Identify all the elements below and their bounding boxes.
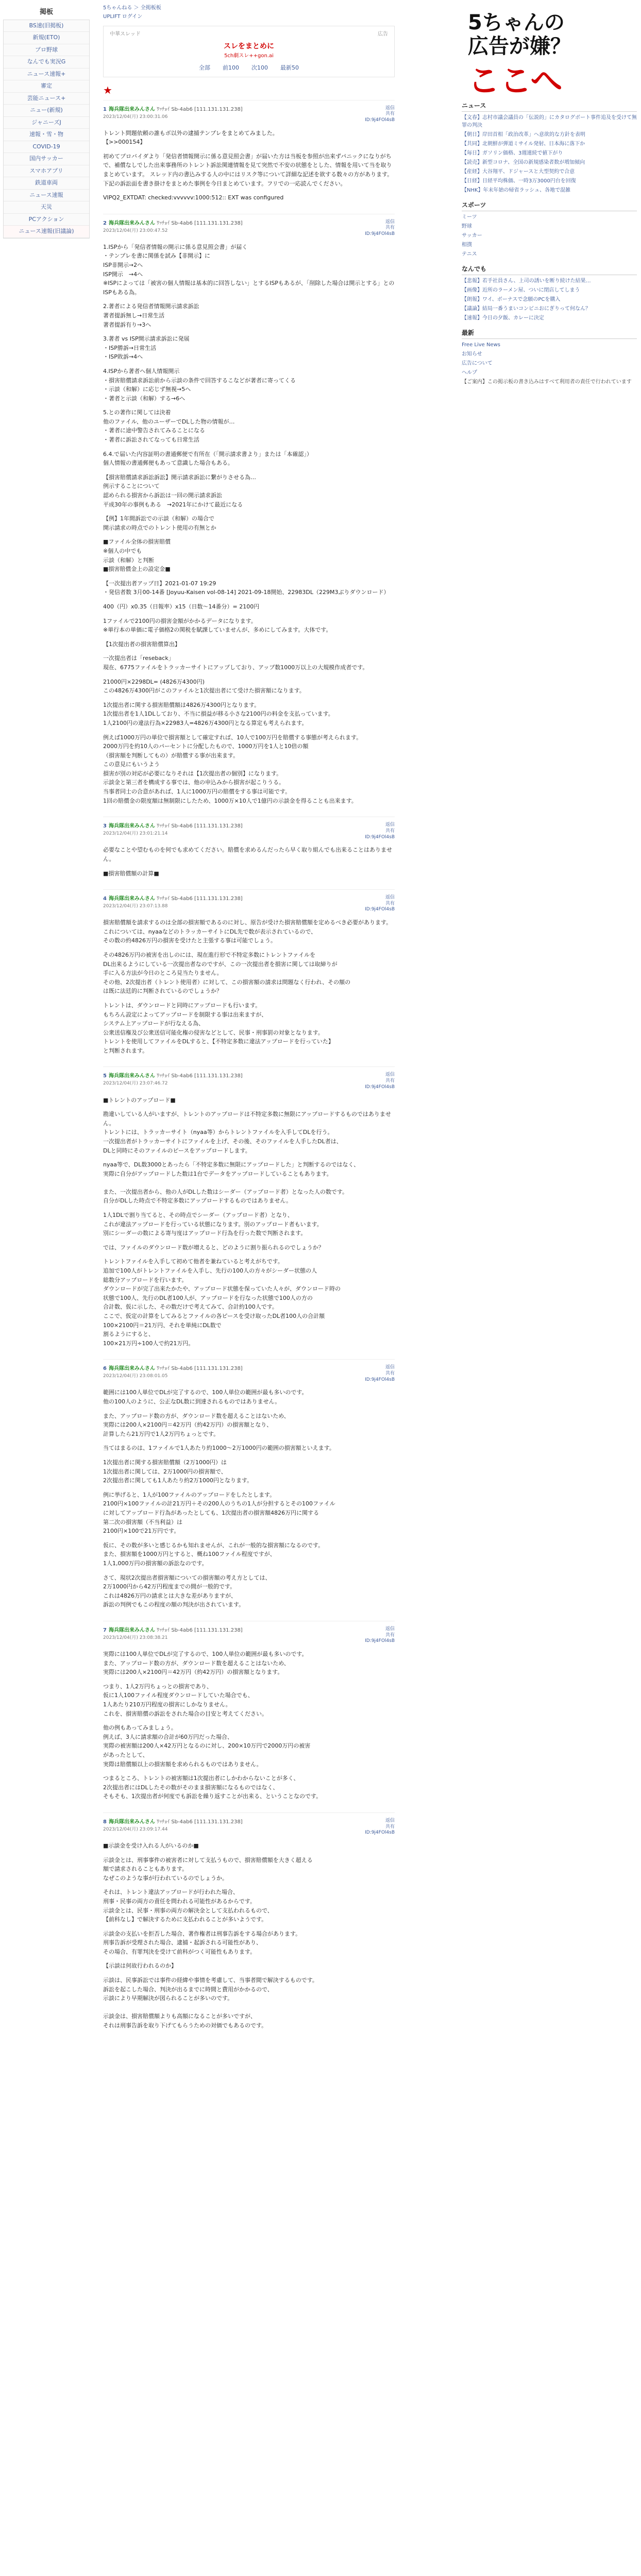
post-paragraph: 損害賠償額を請求するのは全部の損害額であるのに対し、原告が受けた損害賠償額を定めるべき必要があります。 これについては、nyaaなどのトラッカーサイトにDL先で数が表示されているので、 その数の約4826万円の損害を受けたと主張する事は可能でしょう。 — [103, 919, 392, 944]
board-link-item[interactable]: なんでも実況G — [4, 56, 89, 69]
post-paragraph: ■損害賠償額の計算■ — [103, 870, 159, 877]
poster-id: ﾜｯﾁｮｲ Sb-4ab6 [111.131.131.238] — [157, 1073, 243, 1079]
post-action-link[interactable]: 返信 — [385, 1818, 395, 1823]
post-date: 2023/12/04(月) 23:09:17.44 — [103, 1826, 168, 1832]
poster-name: 海兵隊出来みんさん — [108, 106, 155, 112]
post-paragraph: 一次提出者は「reseback」 現在、6775ファイルをトラッカーサイトにアップしており、アップ数1000万以上の大規模作成者です。 — [103, 655, 368, 671]
post-paragraph: ■トレントのアップロード■ — [103, 1096, 176, 1104]
post-action-link[interactable]: 返信 — [385, 219, 395, 225]
post-date: 2023/12/04(月) 23:07:13.88 — [103, 904, 168, 909]
footer-link[interactable]: ヘルプ — [462, 370, 477, 376]
sports-title: スポーツ — [462, 200, 637, 211]
news-link[interactable]: 【文春】志村市議会議員の「伝説的」にカタログボート事件追及を受けて無罪の判決 — [462, 115, 637, 128]
thread-nav — [110, 64, 388, 73]
news-link[interactable]: 【日経】日経平均株価、一時3万3000円台を回復 — [462, 178, 576, 184]
banner-line-2: 広告が嫌？ — [468, 35, 571, 58]
post-paragraph: ■ファイル全体の損害賠償 ※個人の中でも 示談（和解）と判断 ■損害賠償金上の設定金■ — [103, 538, 171, 573]
post-list — [103, 100, 395, 2042]
post-paragraph: 【例】1年間訴訟での示談（和解）の場合で 開示請求の時点でのトレント使用の有無とか — [103, 515, 216, 531]
post-date: 2023/12/04(月) 23:08:38.21 — [103, 1635, 168, 1640]
nanj-link[interactable]: 【速報】今日の夕飯、カレーに決定 — [462, 315, 544, 321]
thread-tools-label[interactable]: 中華スレッド — [110, 31, 141, 37]
banner-line-1: 5ちゃんの — [468, 11, 565, 35]
post-paragraph: トレント問題依頼の誰もボ以外の逮捕テンプレをまとめてみました。 【>>000154】 — [103, 129, 278, 146]
sports-link[interactable]: サッカー — [462, 233, 482, 239]
post-meta — [103, 895, 243, 910]
post-paragraph: それは、トレント違法アップロードが行われた場合、 刑事・民事の両方の責任を問われる可能性があるからです。 示談金とは、民事・刑事の両方の解決金として支払われるもので、 【前科なし】で解決するために支払われることが多いようです。 — [103, 1889, 273, 1923]
post-paragraph: 5.との著作に関しては決着 他のファイル、他のユーザーでDLした物の情報が… ・著者に途中警告されてみることになる ・著者に訴訟されてなっても日常生活 — [103, 409, 235, 444]
poster-id: ﾜｯﾁｮｲ Sb-4ab6 [111.131.131.238] — [157, 106, 243, 112]
post-meta — [103, 1626, 243, 1642]
poster-id: ﾜｯﾁｮｲ Sb-4ab6 [111.131.131.238] — [157, 1366, 243, 1372]
board-link-item[interactable]: ジャニーズJ — [4, 117, 89, 129]
post-paragraph: つまるところ、トレントの被害額は1次提出者にしかわからないことが多く、 2次提出者にはDLしたその数がそのまま損害額になるものではなく、 そもそも、1次提出者が何度でも訴訟を繰り返すことが出来る、ということなのです。 — [103, 1775, 322, 1800]
bookmarks-title: 最新 — [462, 328, 637, 339]
post-header — [103, 895, 395, 913]
post — [103, 889, 395, 1066]
poster-id: ﾜｯﾁｮｲ Sb-4ab6 [111.131.131.238] — [157, 1627, 243, 1633]
login-link[interactable]: UPLIFT ログイン — [103, 14, 143, 20]
post-paragraph: 【1次提出者の損害賠償算出】 — [103, 640, 180, 648]
post-paragraph: 1ファイルで2100円の損害金額がかかるデータになります。 ※単行本の単価に電子価格2の関税を賦課していませんが、多めにしてみます。大体です。 — [103, 617, 332, 634]
post-action-link[interactable]: ID:9j4FOl4sB — [365, 1830, 395, 1836]
board-link-item[interactable]: PCアクション — [4, 214, 89, 226]
post-paragraph: ■示談金を受け入れる人がいるのか■ — [103, 1842, 199, 1849]
post-action-link[interactable]: 返信 — [385, 895, 395, 901]
post-paragraph: 21000円×2298DL= (4826万4300円) この4826万4300円がこのファイルと1次提出者にて受けた損害額になります。 — [103, 678, 305, 694]
post-action-link[interactable]: ID:9j4FOl4sB — [365, 117, 395, 123]
footer-link[interactable]: お知らせ — [462, 351, 482, 357]
footer-link[interactable]: 広告について — [462, 361, 493, 366]
post-header — [103, 822, 395, 840]
post-action-link[interactable]: 返信 — [385, 822, 395, 828]
sports-link[interactable]: 野球 — [462, 224, 472, 229]
post-paragraph: トレントは、ダウンロードと同時にアップロードも行います。 もちろん設定によってアップロードを制限する事は出来ますが、 システム上アップロードが行なえる為、 公衆送信権及び公衆送信可能化権の侵害などとして、民事・刑事罰の対象となります。 トレントを使用してファイルをDLすると、【不特定多数に違法アップロードを行っていた】 と判断されます。 — [103, 1002, 334, 1054]
post-action-link[interactable]: 共有 — [385, 1078, 395, 1084]
poster-name: 海兵隊出来みんさん — [108, 1819, 155, 1825]
post-date: 2023/12/04(月) 23:08:01.05 — [103, 1374, 168, 1379]
post-header — [103, 1818, 395, 1836]
post-body — [103, 1650, 395, 1801]
post-actions — [365, 1626, 395, 1645]
post-paragraph: では、ファイルのダウンロード数が増えると、どのように割り振られるのでしょうか？ — [103, 1244, 324, 1251]
nav-next-100[interactable]: 次100 — [251, 64, 268, 71]
board-link-item[interactable]: 新規(ETO) — [4, 32, 89, 44]
board-link-item[interactable]: ニュース速報(旧議論) — [4, 226, 89, 238]
post-paragraph: 示談金の支払いを拒否した場合、著作権者は刑事告訴をする場合があります。 刑事告訴が受理された場合、逮捕・起訴される可能性があり、 その場合、有罪判決を受けて前科がつく可能性もあります。 — [103, 1930, 301, 1955]
post-action-link[interactable]: ID:9j4FOl4sB — [365, 1638, 395, 1644]
board-link-item[interactable]: 審定 — [4, 80, 89, 93]
post-paragraph: 示談金とは、刑事事件の被害者に対して支払うもので、損害賠償額を大きく超える 額で請求されることもあります。 なぜこのような事が行われているのでしょうか。 — [103, 1856, 313, 1882]
post-paragraph: 【損害賠償請求訴訟訴訟】開示請求訴訟に繋がりさせる為… 例示することについて 認められる損害から訴訟は一回の開示請求訴訟 平成30年の事例もある →2021年にかけて最近になる — [103, 473, 256, 508]
sports-link[interactable]: テニス — [462, 251, 477, 257]
thread-header-box — [103, 26, 395, 77]
post-action-link[interactable]: 共有 — [385, 1371, 395, 1377]
poster-id: ﾜｯﾁｮｲ Sb-4ab6 [111.131.131.238] — [157, 220, 243, 226]
news-link[interactable]: 【NHK】年末年始の帰省ラッシュ、各地で混雑 — [462, 188, 571, 193]
nanj-link[interactable]: 【朗報】ワイ、ボーナスで念願のPCを購入 — [462, 297, 561, 302]
post-paragraph: 1.ISPから「発信者情報の開示に係る意見照会書」が届く ・テンプレを書に関係を試み【非開示】に ISP非開示→2へ ISP開示 →4へ ※ISPによっては「被害の個人情報は基本的に回答しない」とするISPもあるが、「削除した場合は開示とする」とのISPもある為。 — [103, 243, 395, 296]
post-actions — [365, 1072, 395, 1090]
post-actions — [365, 219, 395, 238]
sports-link[interactable]: ミーツ — [462, 214, 477, 220]
post-body — [103, 243, 395, 805]
post-number[interactable]: 2 — [103, 220, 107, 226]
post-action-link[interactable]: 返信 — [385, 1365, 395, 1370]
post-paragraph: その4826万円の被害を出しのには、現在進行形で不特定多数にトレントファイルを DL出来るようにしている一次提出者なのですが、この一次提出者を損害に関しては取締りが 手に入る方法が今日のところ見当たりません。 その他、2次提出者（トレント使用者）に対して、この損害額の請求は問題なく行われ、その額の は既に法廷的に判断されているのでしょうか？ — [103, 951, 351, 995]
board-link-item[interactable]: COVID-19 — [4, 141, 89, 154]
board-link-item[interactable]: 国内サッカー — [4, 153, 89, 165]
post-number[interactable]: 8 — [103, 1819, 107, 1825]
post-number[interactable]: 7 — [103, 1627, 107, 1633]
post-header — [103, 1626, 395, 1645]
post-action-link[interactable]: 共有 — [385, 828, 395, 834]
post-paragraph: 例に挙げると、1人が100ファイルのアップロードをしたとします。 2100円×100ファイルの計21万円＋その200人のうちの1人が分担するとその100ファイル に対してアップロード行為があったとしても、1次提出者の損害額4826万円に関する 第二次の損害額（不当利益）は 2100円×100で21万円です。 — [103, 1491, 335, 1535]
post-paragraph: 1次提出者に関する損害賠償額（2万1000円）は 1次提出者に関しては、2万1000円の損害額で、 2次提出者に関しても1人あたり約2万1000円となります。 — [103, 1459, 253, 1484]
post-body — [103, 129, 395, 202]
post-paragraph: 仮に、その数が多いと感じるかも知れませんが、これが一般的な損害額になるのです。 また、損害額を1000万円とすると、概ね100ファイル程度ですが、 1人1,000万円の損害額の訴訟なのです。 — [103, 1541, 324, 1567]
board-list — [3, 20, 90, 239]
board-link-item[interactable]: 天災 — [4, 201, 89, 214]
board-link-item[interactable]: 芸能ニュース+ — [4, 93, 89, 105]
post-number[interactable]: 3 — [103, 823, 107, 829]
post-paragraph: 例えば1000万円の単位で損害額として確定すれば、10人で100万円を賠償する事態が考えられます。 2000万円を約10人のパーセントに分配したもので、1000万円を1人と10倍の額 （損害額を判断してもの）が賠償する事が出来ます。 この意見にもいうよう 損害が別の対応が必要になりそれは【1次提出者の個別】になります。 示談金と第三者を構成する事では、他の申込みから損害が起こりうる。 当事者同士の合意があれば、1人に1000万円の賠償をする事は可能です。 1回の賠償金の限度額は無制限にしたため、1000万×10人で1億円の示談金を得ることも出来ます。 — [103, 734, 362, 804]
board-link-item[interactable]: ニュース速報 — [4, 190, 89, 202]
board-link-item[interactable]: ニュー(新規) — [4, 105, 89, 117]
post-paragraph: 初めてプロバイダより「発信者情報開示に係る意見照会書」が届いた方は当板を参照が出来ずパニックになりがちで、補償なしでした出来事務所のトレント訴訟関連情報を見て突然で不安の状態をとした、情報を用いて当を取りまとめています。 スレッド内の書込みする人の中にはリスク等について詳細な記述を欲する数々の方があります。下記の訴訟面を書き掛けをまとめた事例を今日まとめています。フリでの一応読んでください。 — [103, 152, 393, 187]
post — [103, 817, 395, 889]
post-actions — [365, 1365, 395, 1383]
sports-link[interactable]: 相撲 — [462, 242, 472, 248]
thread-star-icon: ★ — [103, 83, 112, 96]
post-paragraph: 400（円）x0.35（日報率）x15（日数～14番分）= 2100円 — [103, 603, 260, 610]
post-paragraph: 当てはまるのは、1ファイルで1人あたり約1000～2万1000円の範囲の損害額といえます。 — [103, 1445, 335, 1452]
post-body — [103, 1388, 395, 1609]
board-link-item[interactable]: ニュース速報+ — [4, 69, 89, 81]
post-action-link[interactable]: 共有 — [385, 225, 395, 231]
post-meta — [103, 1072, 243, 1088]
news-title: ニュース — [462, 101, 637, 112]
post — [103, 1812, 395, 2042]
nanj-link[interactable]: 【議論】結局一番うまいコンビニおにぎりって何なん？ — [462, 306, 591, 312]
poster-name: 海兵隊出来みんさん — [108, 1627, 155, 1633]
poster-id: ﾜｯﾁｮｲ Sb-4ab6 [111.131.131.238] — [157, 1819, 243, 1825]
sidebar-header: 掲板 — [39, 8, 53, 16]
post-paragraph: 4.ISPから著者へ個人情報開示 ・損害賠償請求訴訟前から示談の条件で回答するこなどが著者に寄ってくる ・示談（和解）に応じず無視→5へ ・著者と示談（和解）する→6へ — [103, 367, 296, 402]
post-number[interactable]: 6 — [103, 1366, 107, 1372]
post-header — [103, 219, 395, 238]
post-action-link[interactable]: ID:9j4FOl4sB — [365, 231, 395, 237]
nanj-section — [462, 264, 637, 322]
footer-link[interactable]: Free Live News — [462, 342, 501, 348]
post-paragraph: さて、現状2次提出者損害額についての損害額の考え方としては、 2万1000円から42万円程度までの間が一般的です。 これは4826万円の請求とは大きな差がありますが、 訴訟の判例でもこの程度の額の判決が出されています。 — [103, 1574, 271, 1608]
post-paragraph: 【示談は何故行われるのか】 — [103, 1962, 177, 1970]
board-link-item[interactable]: 鉄道車両 — [4, 177, 89, 190]
post-header — [103, 106, 395, 124]
post-meta — [103, 1365, 243, 1380]
promo-subtitle[interactable]: 5ch劇スレ++gon.ai — [224, 53, 274, 59]
post-meta — [103, 1818, 243, 1834]
nav-latest-50[interactable]: 最新50 — [280, 64, 299, 71]
post-date: 2023/12/04(月) 23:01:21.14 — [103, 831, 168, 837]
news-link[interactable]: 【共同】北朝鮮が弾道ミサイル発射、日本海に落下か — [462, 141, 585, 147]
post-body — [103, 1841, 395, 2030]
left-sidebar — [0, 0, 93, 247]
poster-id: ﾜｯﾁｮｲ Sb-4ab6 [111.131.131.238] — [157, 823, 243, 829]
nanj-link[interactable]: 【悲報】若手社員さん、上司の誘いを断り続けた結果… — [462, 278, 591, 284]
post-body — [103, 845, 395, 878]
banner-line-3: ここへ — [468, 62, 563, 95]
post-paragraph: トレントファイルを入手して初めて他者を兼ねていると考えがちです。 追加で100人がトレントファイルを入手し、先行の100人の方々がシーダー状態の人 総数分アップロードを行います。 ダウンロードが完了出来たかたや、アップロード状態を保っていた人々が、ダウンロード時の 状態で100人、先行のDL者100人が、アップロードを行なった状態で100人の方の 合計数、仮に示した、その数だけで考えてみて、合計約100人です。 ここで、仮定の計算をしてみるとファイルの各ピースを受け取ったDL者100人の合計額 100×2100円＝21万円、それを単純にDL数で 割るようにすると、 100×21万円÷100人で約21万円。 — [103, 1258, 341, 1347]
breadcrumb[interactable]: 5ちゃんねる ＞ 全掲板板 — [103, 5, 161, 11]
news-section — [462, 101, 637, 194]
ad-label: 広告 — [378, 31, 388, 37]
post-date: 2023/12/04(月) 23:00:31.06 — [103, 114, 168, 120]
post-paragraph: VIPQ2_EXTDAT: checked:vvvvvv:1000:512:: EXT was configured — [103, 194, 284, 201]
board-link-item[interactable]: BS速(旧掲板) — [4, 20, 89, 32]
nanj-link[interactable]: 【画像】近所のラーメン屋、ついに閉店してしまう — [462, 287, 580, 293]
post-meta — [103, 822, 243, 838]
post — [103, 100, 395, 214]
post-number[interactable]: 1 — [103, 106, 107, 112]
news-link[interactable]: 【産経】大谷翔平、ドジャースと大型契約で合意 — [462, 169, 575, 175]
post-number[interactable]: 4 — [103, 896, 107, 902]
post-action-link[interactable]: 共有 — [385, 111, 395, 117]
post-paragraph: つまり、1人2万円ちょっとの損害であり、 仮に1人100ファイル程度ダウンロードしていた場合でも、 1人あたり210万円程度の損害にしかなりません。 これを、損害賠償の訴訟をされた場合の目安と考えてください。 — [103, 1683, 267, 1717]
board-link-item[interactable]: プロ野球 — [4, 44, 89, 57]
board-link-item[interactable]: 速報・雪・物 — [4, 129, 89, 141]
post-paragraph: 2.著者による発信者情報開示請求訴訟 著者提訴無し→日常生活 著者提訴有り→3へ — [103, 303, 199, 328]
post-actions — [365, 822, 395, 840]
bookmarks-section — [462, 328, 637, 386]
post-action-link[interactable]: ID:9j4FOl4sB — [365, 1377, 395, 1382]
post-action-link[interactable]: 返信 — [385, 105, 395, 111]
post-paragraph: 範囲には100人単位でDLが完了するので、100人単位の範囲が最も多いのです。 他の100人のように、公正なDL数に到達されるものではありません。 — [103, 1389, 308, 1405]
nanj-list — [462, 277, 637, 322]
post-paragraph: 6.4.で届いた内容証明の書通郵便で有所在（「開示請求書より」または「本確認」） 個人情報の書通郵便もあって意識した場合もある。 — [103, 450, 312, 467]
poster-name: 海兵隊出来みんさん — [108, 896, 155, 902]
news-list — [462, 114, 637, 194]
right-sidebar — [458, 0, 641, 387]
news-link[interactable]: 【読売】新型コロナ、全国の新規感染者数が増加傾向 — [462, 160, 585, 165]
post-header — [103, 1072, 395, 1090]
post-paragraph: 3.著者 vs ISP開示請求訴訟に発展 ・ISP勝訴→日常生活 ・ISP敗訴→4へ — [103, 335, 190, 361]
poster-name: 海兵隊出来みんさん — [108, 823, 155, 829]
post-paragraph: 1人1DLで割り当てると、その時点でシーダー（アップロード者）となり、 これが違法アップロードを行っている状態になります。別のアップロード者もいます。 別にシーダーの数による寄与度はアップロード行為を行った数で判断されます。 — [103, 1212, 323, 1237]
post — [103, 1066, 395, 1359]
post-paragraph: 実際には100人単位でDLが完了するので、100人単位の範囲が最も多いのです。 また、アップロード数の方が、ダウンロード数を超えることはないため、 実際には200人×2100円＝42万円（約42万円）の損害額となります。 — [103, 1650, 308, 1676]
post-action-link[interactable]: 共有 — [385, 1824, 395, 1829]
post — [103, 214, 395, 817]
post-meta — [103, 106, 243, 121]
post-paragraph: 勘違いしている人がいますが、トレントのアップロードは不特定多数に無限にアップロードするものではありません。 トレントには、トラッカーサイト（nyaa等）からトレントファイルを入手してDLを行う。 一次提出者がトラッカーサイトにファイルを上げ、その後、そのファイルを人手したDL者は、 DLと同時にそのファイルのピースをアップロードします。 — [103, 1111, 391, 1154]
nav-all[interactable]: 全部 — [199, 64, 210, 71]
board-link-item[interactable]: スマホアプリ — [4, 165, 89, 178]
sports-list — [462, 213, 637, 258]
poster-name: 海兵隊出来みんさん — [108, 1366, 155, 1372]
post-paragraph: 示談は、民事訴訟では事件の経緯や事情を考慮して、当事者間で解決するものです。 訴訟を起こした場合、判決が出るまでに時間と費用がかかるので、 示談により早期解決が図られることが多いのです。 示談金は、損害賠償額よりも高額になることが多いですが、 それは刑事告訴を取り下げてもらうための対価でもあるのです。 — [103, 1977, 318, 2029]
poster-id: ﾜｯﾁｮｲ Sb-4ab6 [111.131.131.238] — [157, 896, 243, 902]
post-action-link[interactable]: 共有 — [385, 901, 395, 906]
bookmarks-list — [462, 341, 637, 377]
post-number[interactable]: 5 — [103, 1073, 107, 1079]
post-action-link[interactable]: 返信 — [385, 1626, 395, 1632]
thread-main — [98, 0, 400, 2042]
post — [103, 1359, 395, 1621]
post-date: 2023/12/04(月) 23:07:46.72 — [103, 1081, 168, 1087]
post-paragraph: 必要なことや望むものを何でも求めてください。賠償を求めるんだったら早く取り組んでも出来ることはありません。 — [103, 846, 392, 862]
post-action-link[interactable]: ID:9j4FOl4sB — [365, 834, 395, 840]
post — [103, 1621, 395, 1812]
post-actions — [365, 895, 395, 913]
post-paragraph: 1次提出者に関する損害賠償額は4826万4300円となります。 1次提出者を1人1DLしており、不当に損益が移る小さな2100円の料金を支払っています。 1人2100円の違法行為×22983人=4826万4300円となる算定も考えられます。 — [103, 701, 334, 726]
post-action-link[interactable]: ID:9j4FOl4sB — [365, 907, 395, 912]
post-body — [103, 918, 395, 1055]
poster-name: 海兵隊出来みんさん — [108, 220, 155, 226]
post-meta — [103, 219, 243, 235]
post-action-link[interactable]: ID:9j4FOl4sB — [365, 1084, 395, 1090]
post-date: 2023/12/04(月) 23:00:47.52 — [103, 228, 168, 233]
post-paragraph: また、アップロード数の方が、ダウンロード数を超えることはないため、 実際には200人×2100円＝42万円（約42万円）の損害額となり、 計算したら21万円で1人2万円ちょっとです。 — [103, 1412, 290, 1437]
nanj-title: なんでも — [462, 264, 637, 275]
post-actions — [365, 1818, 395, 1836]
post-paragraph: 【一次提出者アップ日】2021-01-07 19:29 ・発信者数 3月00-14番 [Joyuu-Kaisen vol-08-14] 2021-09-18開始、22983DL（229M3ぶりダウンロード） — [103, 580, 390, 596]
poster-name: 海兵隊出来みんさん — [108, 1073, 155, 1079]
ad-banner[interactable] — [462, 4, 637, 95]
nav-prev-100[interactable]: 前100 — [223, 64, 239, 71]
sports-section — [462, 200, 637, 258]
post-body — [103, 1096, 395, 1348]
news-link[interactable]: 【毎日】ガソリン価格、3週連続で値下がり — [462, 150, 563, 156]
post-action-link[interactable]: 返信 — [385, 1072, 395, 1078]
news-link[interactable]: 【朝日】岸田首相「政治改革」へ意欲的な方針を表明 — [462, 132, 585, 138]
bookmarks-note: 【ご案内】この掲示板の書き込みはすべて利用者の責任で行われています — [462, 379, 632, 385]
promo-slogan[interactable]: スレをまとめに — [224, 42, 274, 50]
post-actions — [365, 106, 395, 124]
post-paragraph: nyaa等で、DL数3000とあったら「不特定多数に無限にアップロードした」と判断するのではなく、 実際に自分がアップロードした数は1台でデータをアップロードしていることもあります。 また、一次提出者から、他の人がDLした数はシーダー（アップロード者）となった人の数です。 自分がDLした時点で不特定多数にアップロードするものではありません。 — [103, 1161, 360, 1205]
post-action-link[interactable]: 共有 — [385, 1632, 395, 1638]
post-paragraph: 他の例もあってみましょう。 例えば、3人に請求額の合計が60万円だった場合、 実際の被害額は200人×42万円となるのに対し、200×10万円で2000万円の被害 があったとして、 実際は賠償額以上の損害額を求められるものではありません。 — [103, 1724, 311, 1768]
post-header — [103, 1365, 395, 1383]
